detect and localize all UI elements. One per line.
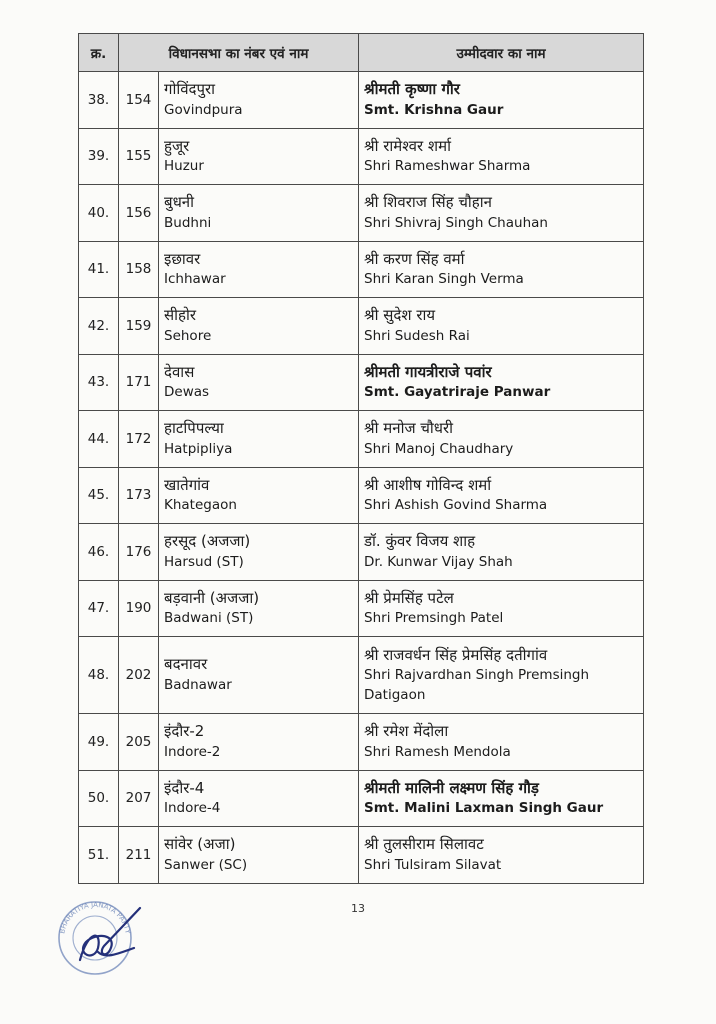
serial-number: 49. (79, 714, 119, 771)
constituency-name-hindi: गोविंदपुरा (164, 80, 216, 99)
constituency-name-english: Indore-4 (164, 800, 221, 817)
candidate-table (78, 33, 644, 884)
constituency-name-hindi: हुजूर (164, 136, 190, 155)
constituency-name (159, 637, 359, 714)
constituency-name (159, 72, 359, 129)
constituency-number: 207 (119, 770, 159, 827)
constituency-number: 159 (119, 298, 159, 355)
candidate-name-english: Shri Ramesh Mendola (364, 743, 511, 760)
candidate-name-hindi: श्रीमती कृष्णा गौर (364, 80, 460, 99)
candidate-name-english: Smt. Gayatriraje Panwar (364, 384, 551, 401)
constituency-name (159, 411, 359, 468)
constituency-name-english: Hatpipliya (164, 440, 233, 457)
serial-number: 40. (79, 185, 119, 242)
constituency-name-english: Sehore (164, 327, 212, 344)
constituency-number: 172 (119, 411, 159, 468)
constituency-name (159, 770, 359, 827)
constituency-name (159, 128, 359, 185)
constituency-number: 156 (119, 185, 159, 242)
constituency-name (159, 714, 359, 771)
candidate-name (359, 467, 644, 524)
constituency-number: 190 (119, 580, 159, 637)
candidate-name (359, 770, 644, 827)
candidate-name (359, 185, 644, 242)
constituency-name-hindi: इंदौर-4 (164, 778, 205, 797)
constituency-name-hindi: हरसूद (अजजा) (164, 532, 251, 551)
candidate-name (359, 637, 644, 714)
serial-number: 41. (79, 241, 119, 298)
constituency-number: 202 (119, 637, 159, 714)
table-row (79, 770, 644, 827)
candidate-name (359, 72, 644, 129)
constituency-name-english: Indore-2 (164, 743, 221, 760)
candidate-name-hindi: श्री सुदेश राय (364, 306, 436, 325)
header-candidate: उम्मीदवार का नाम (359, 34, 644, 72)
serial-number: 44. (79, 411, 119, 468)
constituency-name-english: Ichhawar (164, 271, 226, 288)
table-row (79, 241, 644, 298)
constituency-name-english: Dewas (164, 384, 210, 401)
serial-number: 50. (79, 770, 119, 827)
candidate-name-hindi: श्री आशीष गोविन्द शर्मा (364, 475, 492, 494)
constituency-name-english: Badwani (ST) (164, 610, 254, 627)
candidate-name (359, 241, 644, 298)
serial-number: 43. (79, 354, 119, 411)
candidate-name-hindi: श्री रमेश मेंदोला (364, 722, 449, 741)
header-constituency: विधानसभा का नंबर एवं नाम (119, 34, 359, 72)
serial-number: 51. (79, 827, 119, 884)
candidate-name-english: Shri Sudesh Rai (364, 327, 470, 344)
candidate-name-english: Shri Tulsiram Silavat (364, 856, 502, 873)
candidate-name-hindi: श्री राजवर्धन सिंह प्रेमसिंह दतीगांव (364, 645, 548, 664)
constituency-name-english: Sanwer (SC) (164, 856, 248, 873)
constituency-number: 211 (119, 827, 159, 884)
table-row (79, 524, 644, 581)
constituency-number: 154 (119, 72, 159, 129)
table-row (79, 714, 644, 771)
candidate-name (359, 298, 644, 355)
constituency-name-hindi: इछावर (164, 249, 201, 268)
candidate-name-english: Shri Karan Singh Verma (364, 271, 524, 288)
constituency-number: 176 (119, 524, 159, 581)
candidate-name-hindi: श्री रामेश्वर शर्मा (364, 136, 451, 155)
table-row (79, 128, 644, 185)
constituency-name (159, 354, 359, 411)
table-row (79, 298, 644, 355)
candidate-name-english: Shri Manoj Chaudhary (364, 440, 514, 457)
serial-number: 48. (79, 637, 119, 714)
constituency-number: 205 (119, 714, 159, 771)
constituency-name-english: Khategaon (164, 497, 237, 514)
candidate-name-hindi: श्रीमती मालिनी लक्ष्मण सिंह गौड़ (364, 778, 539, 797)
constituency-name-english: Budhni (164, 214, 212, 231)
constituency-number: 158 (119, 241, 159, 298)
constituency-name (159, 524, 359, 581)
table-row (79, 827, 644, 884)
table-row (79, 580, 644, 637)
constituency-name-hindi: बदनावर (164, 655, 208, 674)
constituency-name-hindi: सीहोर (164, 306, 197, 325)
constituency-name-hindi: देवास (164, 362, 195, 381)
constituency-name-english: Badnawar (164, 677, 232, 694)
candidate-name (359, 524, 644, 581)
candidate-name-hindi: श्री प्रेमसिंह पटेल (364, 588, 454, 607)
candidate-name-hindi: श्री तुलसीराम सिलावट (364, 835, 484, 854)
constituency-name-english: Huzur (164, 158, 204, 175)
constituency-name-hindi: इंदौर-2 (164, 722, 205, 741)
candidate-name (359, 580, 644, 637)
candidate-name-english: Shri Rameshwar Sharma (364, 158, 531, 175)
constituency-name-hindi: बड़वानी (अजजा) (164, 588, 260, 607)
page-number: 13 (351, 902, 365, 915)
serial-number: 45. (79, 467, 119, 524)
candidate-name-english: Shri Ashish Govind Sharma (364, 497, 548, 514)
candidate-name-hindi: श्रीमती गायत्रीराजे पवांर (364, 362, 492, 381)
constituency-name-hindi: सांवेर (अजा) (164, 835, 236, 854)
candidate-name-english: Shri Premsingh Patel (364, 610, 504, 627)
candidate-name-english: Shri Rajvardhan Singh Premsingh Datigaon (364, 667, 590, 703)
candidate-name-english: Smt. Krishna Gaur (364, 101, 504, 118)
party-seal-stamp (40, 890, 180, 990)
constituency-name-english: Harsud (ST) (164, 553, 244, 570)
candidate-name (359, 354, 644, 411)
constituency-name (159, 241, 359, 298)
candidate-name-hindi: श्री करण सिंह वर्मा (364, 249, 465, 268)
constituency-name (159, 185, 359, 242)
table-row (79, 411, 644, 468)
candidate-name-english: Smt. Malini Laxman Singh Gaur (364, 800, 604, 817)
constituency-name-hindi: हाटपिपल्या (164, 419, 224, 438)
candidate-name (359, 827, 644, 884)
serial-number: 38. (79, 72, 119, 129)
constituency-name (159, 580, 359, 637)
table-body (79, 72, 644, 884)
serial-number: 42. (79, 298, 119, 355)
constituency-name-hindi: बुधनी (164, 193, 195, 212)
constituency-name-english: Govindpura (164, 101, 243, 118)
candidate-name-english: Dr. Kunwar Vijay Shah (364, 553, 513, 570)
table-row (79, 637, 644, 714)
constituency-name (159, 298, 359, 355)
constituency-number: 155 (119, 128, 159, 185)
candidate-name (359, 128, 644, 185)
header-serial: क्र. (79, 34, 119, 72)
candidate-name-hindi: श्री मनोज चौधरी (364, 419, 454, 438)
svg-text:BHARATIYA JANATA PARTY: BHARATIYA JANATA PARTY (58, 900, 132, 935)
seal-signature-graphic (40, 890, 180, 990)
table-row (79, 72, 644, 129)
constituency-number: 173 (119, 467, 159, 524)
candidate-name-hindi: श्री शिवराज सिंह चौहान (364, 193, 492, 212)
constituency-name-hindi: खातेगांव (164, 475, 210, 494)
serial-number: 47. (79, 580, 119, 637)
candidate-name-hindi: डॉ. कुंवर विजय शाह (364, 532, 476, 551)
serial-number: 46. (79, 524, 119, 581)
table-header-row (79, 34, 644, 72)
table-row (79, 467, 644, 524)
constituency-name (159, 827, 359, 884)
serial-number: 39. (79, 128, 119, 185)
table-row (79, 354, 644, 411)
table-row (79, 185, 644, 242)
candidate-name (359, 714, 644, 771)
constituency-number: 171 (119, 354, 159, 411)
candidate-name-english: Shri Shivraj Singh Chauhan (364, 214, 548, 231)
constituency-name (159, 467, 359, 524)
candidate-name (359, 411, 644, 468)
